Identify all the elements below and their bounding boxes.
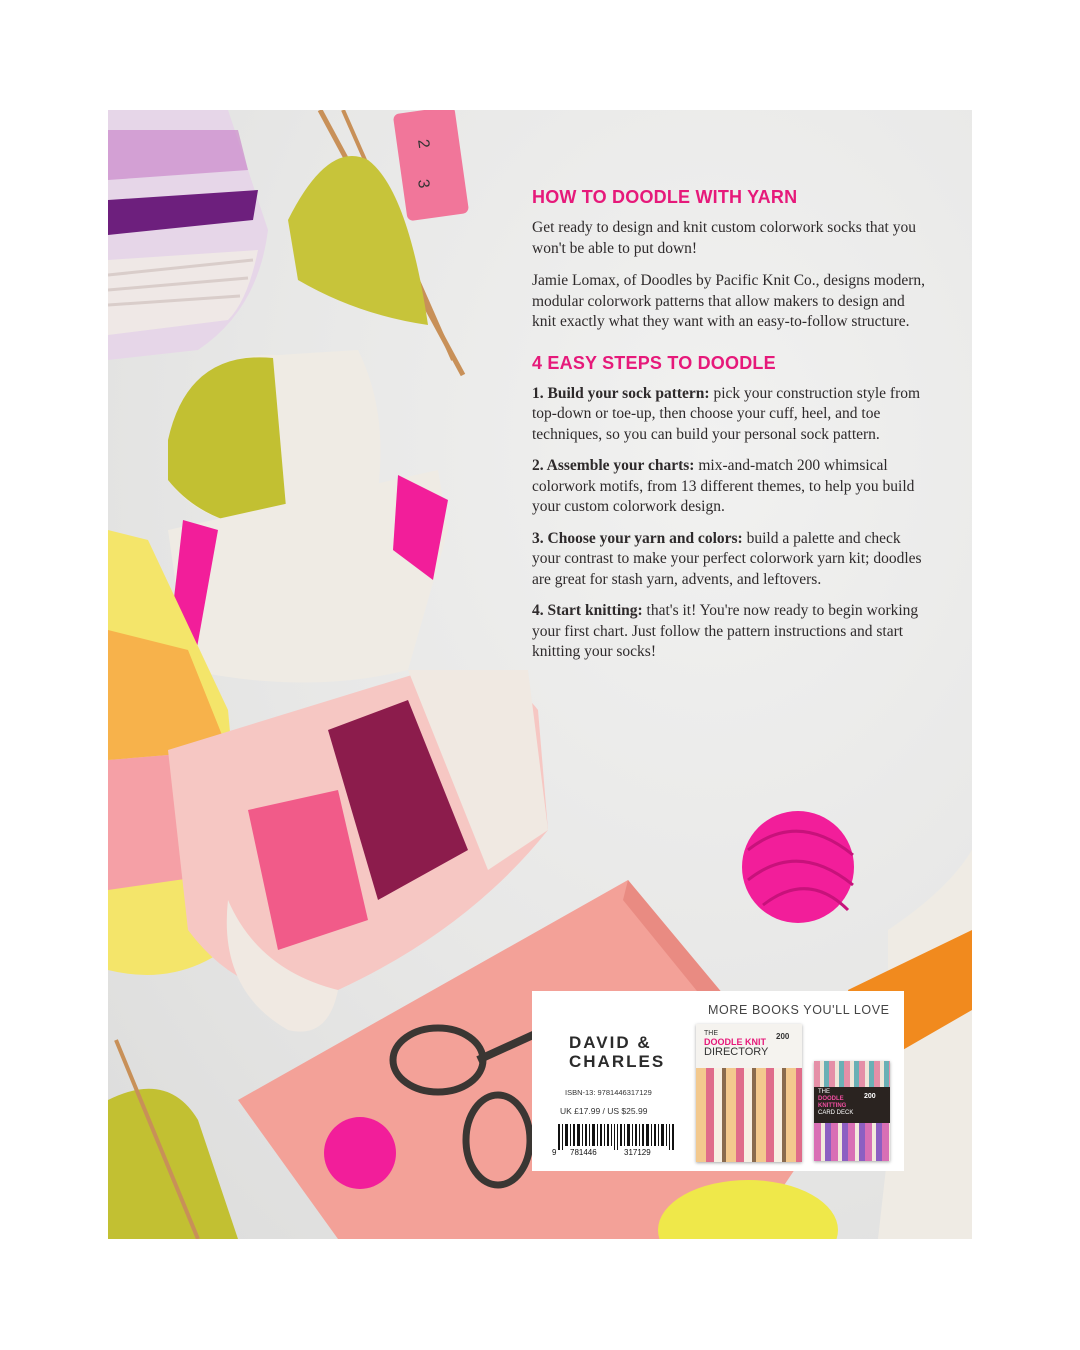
step-text: that's it! You're now ready to begin working your first chart. Just follow the pattern instructions and start knitting your socks! [532,602,919,660]
barcode [552,1122,682,1158]
barcode-digit-3: 317129 [624,1148,651,1157]
step-4 [532,601,932,663]
book2-line3: KNITTING [818,1103,847,1109]
yellow-knit-bottom-left-image [108,1040,238,1239]
step-3 [532,529,932,591]
svg-text:2: 2 [414,138,433,150]
step-text: build a palette and check your contrast to make your perfect colorwork yarn kit; doodles are great for stash yarn, advents, and leftovers. [532,529,922,588]
book2-title [818,1089,853,1117]
book2-count: 200 [864,1093,876,1100]
book1-count: 200 [776,1032,790,1041]
step-title: 4. Start knitting: [532,602,643,619]
step-title: 3. Choose your yarn and colors: [532,529,743,547]
book1-line2: DOODLE KNIT [704,1037,766,1047]
step-1 [532,384,932,446]
publisher-line-1: DAVID & [569,1033,652,1052]
section-heading-how-to: HOW TO DOODLE WITH YARN [532,187,798,207]
book1-line1: THE [704,1030,718,1037]
text-block [532,187,932,674]
about-paragraph: Jamie Lomax, of Doodles by Pacific Knit Co., designs modern, modular colorwork patterns that allow makers to design and knit exactly what they want with an easy-to-follow structure. [532,272,926,330]
more-books-heading: MORE BOOKS YOU'LL LOVE [708,1003,890,1017]
yellow-toe-sock-image [168,350,448,683]
measuring-tape-image [393,110,469,221]
barcode-digit-1: 9 [552,1148,557,1157]
isbn-text: ISBN-13: 9781446317129 [565,1088,652,1097]
intro-paragraph: Get ready to design and knit custom colorwork socks that you won't be able to put down! [532,219,916,257]
barcode-digit-2: 781446 [570,1148,597,1157]
book1-pattern-image [696,1068,802,1162]
svg-text:3: 3 [414,178,433,190]
book2-bottom-pattern-image [814,1123,890,1161]
publisher-line-2: CHARLES [569,1052,666,1071]
back-info-panel [532,991,904,1171]
publisher-logo [569,1033,665,1071]
small-pink-yarn-image [324,1117,396,1189]
section-heading-steps: 4 EASY STEPS TO DOODLE [532,352,776,373]
pink-yarn-ball-image [742,811,854,923]
book2-line2: DOODLE [818,1096,844,1102]
book2-top-pattern-image [814,1061,890,1087]
book2-line4: CARD DECK [818,1110,854,1116]
book1-line3: DIRECTORY [704,1046,769,1058]
price-text: UK £17.99 / US $25.99 [560,1106,648,1116]
back-cover [108,110,972,1239]
purple-hat-image [108,110,268,360]
book1-title [704,1030,768,1058]
step-title: 2. Assemble your charts: [532,457,695,474]
step-2 [532,456,932,518]
book-cover-doodle-knit-directory [696,1024,802,1162]
step-title: 1. Build your sock pattern: [532,384,710,402]
step-text: pick your construction style from top-down or toe-up, then choose your cuff, heel, and toe techniques, so you can build your personal sock pattern. [532,384,921,443]
step-text: mix-and-match 200 whimsical colorwork motifs, from 13 different themes, to help you build your custom colorwork design. [532,457,915,515]
book2-line1: THE [818,1089,830,1095]
book-cover-doodle-knitting-card-deck [814,1061,890,1161]
